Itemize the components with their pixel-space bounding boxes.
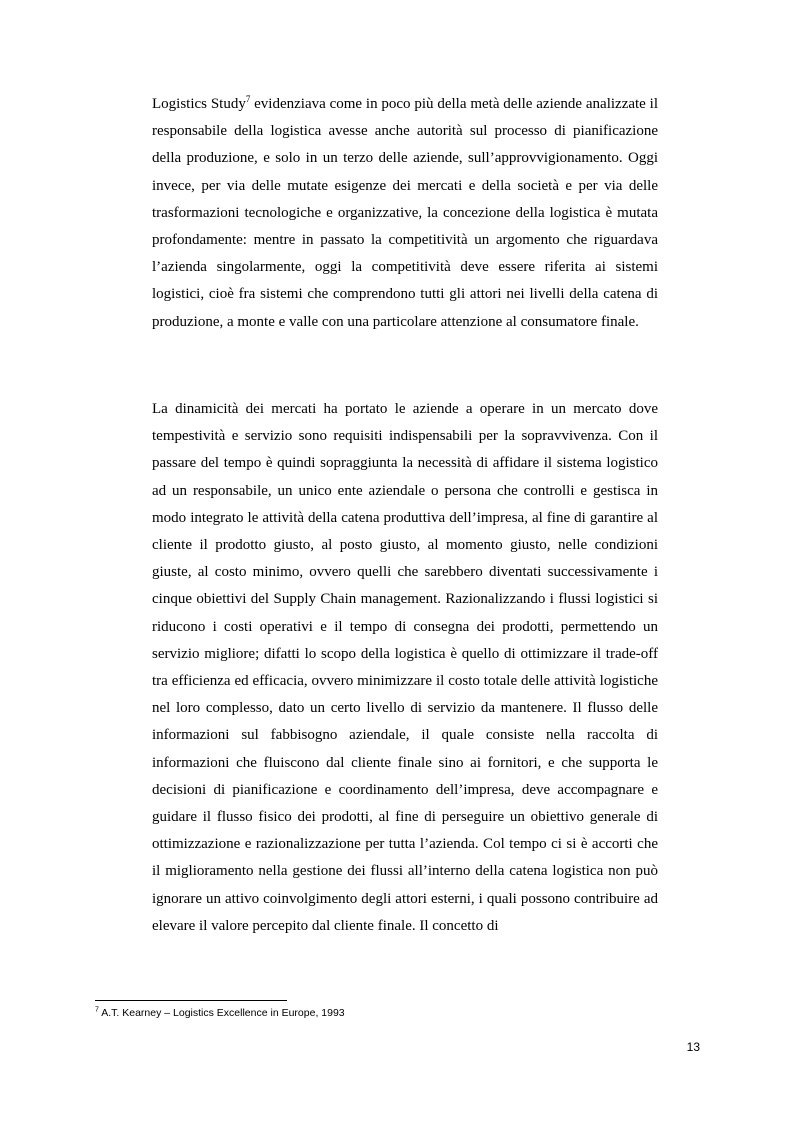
footnote-marker: 7 (95, 1006, 99, 1014)
footnote-text: A.T. Kearney – Logistics Excellence in Europe, 1993 (98, 1007, 345, 1019)
footnote (95, 1006, 655, 1020)
paragraph-1-text: evidenziava come in poco più della metà delle aziende analizzate il responsabile della logistica avesse anche autorità sul processo di pianificazione della produzione, e solo in un terzo delle aziende, sull’approvvigionamento. Oggi invece, per via delle mutate esigenze dei mercati e della società e per via delle trasformazioni tecnologiche e organizzative, la concezione della logistica è mutata profondamente: mentre in passato la competitività un argomento che riguardava l’azienda singolarmente, oggi la competitività deve essere riferita ai sistemi logistici, cioè fra sistemi che comprendono tutti gli attori nei livelli della catena di produzione, a monte e valle con una particolare attenzione al consumatore finale. (152, 96, 658, 330)
footnote-reference[interactable]: 7 (245, 94, 251, 104)
body-paragraph-2: La dinamicità dei mercati ha portato le aziende a operare in un mercato dove tempestività e servizio sono requisiti indispensabili per la sopravvivenza. Con il passare del tempo è quindi sopraggiunta la necessità di affidare il sistema logistico ad un responsabile, un unico ente aziendale o persona che controlli e gestisca in modo integrato le attività della catena produttiva dell’impresa, al fine di garantire al cliente il prodotto giusto, al posto giusto, al momento giusto, nelle condizioni giuste, al costo minimo, ovvero quelli che sarebbero diventati successivamente i cinque obiettivi del Supply Chain management. Razionalizzando i flussi logistici si riducono i costi operativi e il tempo di consegna dei prodotti, permettendo un servizio migliore; difatti lo scopo della logistica è quello di ottimizzare il trade-off tra efficienza ed efficacia, ovvero minimizzare il costo totale delle attività logistiche nel loro complesso, dato un certo livello di servizio da mantenere. Il flusso delle informazioni sul fabbisogno aziendale, il quale consiste nella raccolta di informazioni che fluiscono dal cliente finale sino ai fornitori, e che supporta le decisioni di pianificazione e coordinamento dell’impresa, deve accompagnare e guidare il flusso fisico dei prodotti, al fine di perseguire un obiettivo generale di ottimizzazione e razionalizzazione per tutta l’azienda. Col tempo ci si è accorti che il miglioramento nella gestione dei flussi all’interno della catena logistica non può ignorare un attivo coinvolgimento degli attori esterni, i quali possono contribuire ad elevare il valore percepito dal cliente finale. Il concetto di (152, 401, 658, 934)
footnote-separator (95, 1000, 287, 1001)
page-number: 13 (686, 1040, 700, 1054)
paragraph-1-lead: Logistics Study (152, 96, 246, 112)
body-paragraph-1 (152, 91, 658, 336)
